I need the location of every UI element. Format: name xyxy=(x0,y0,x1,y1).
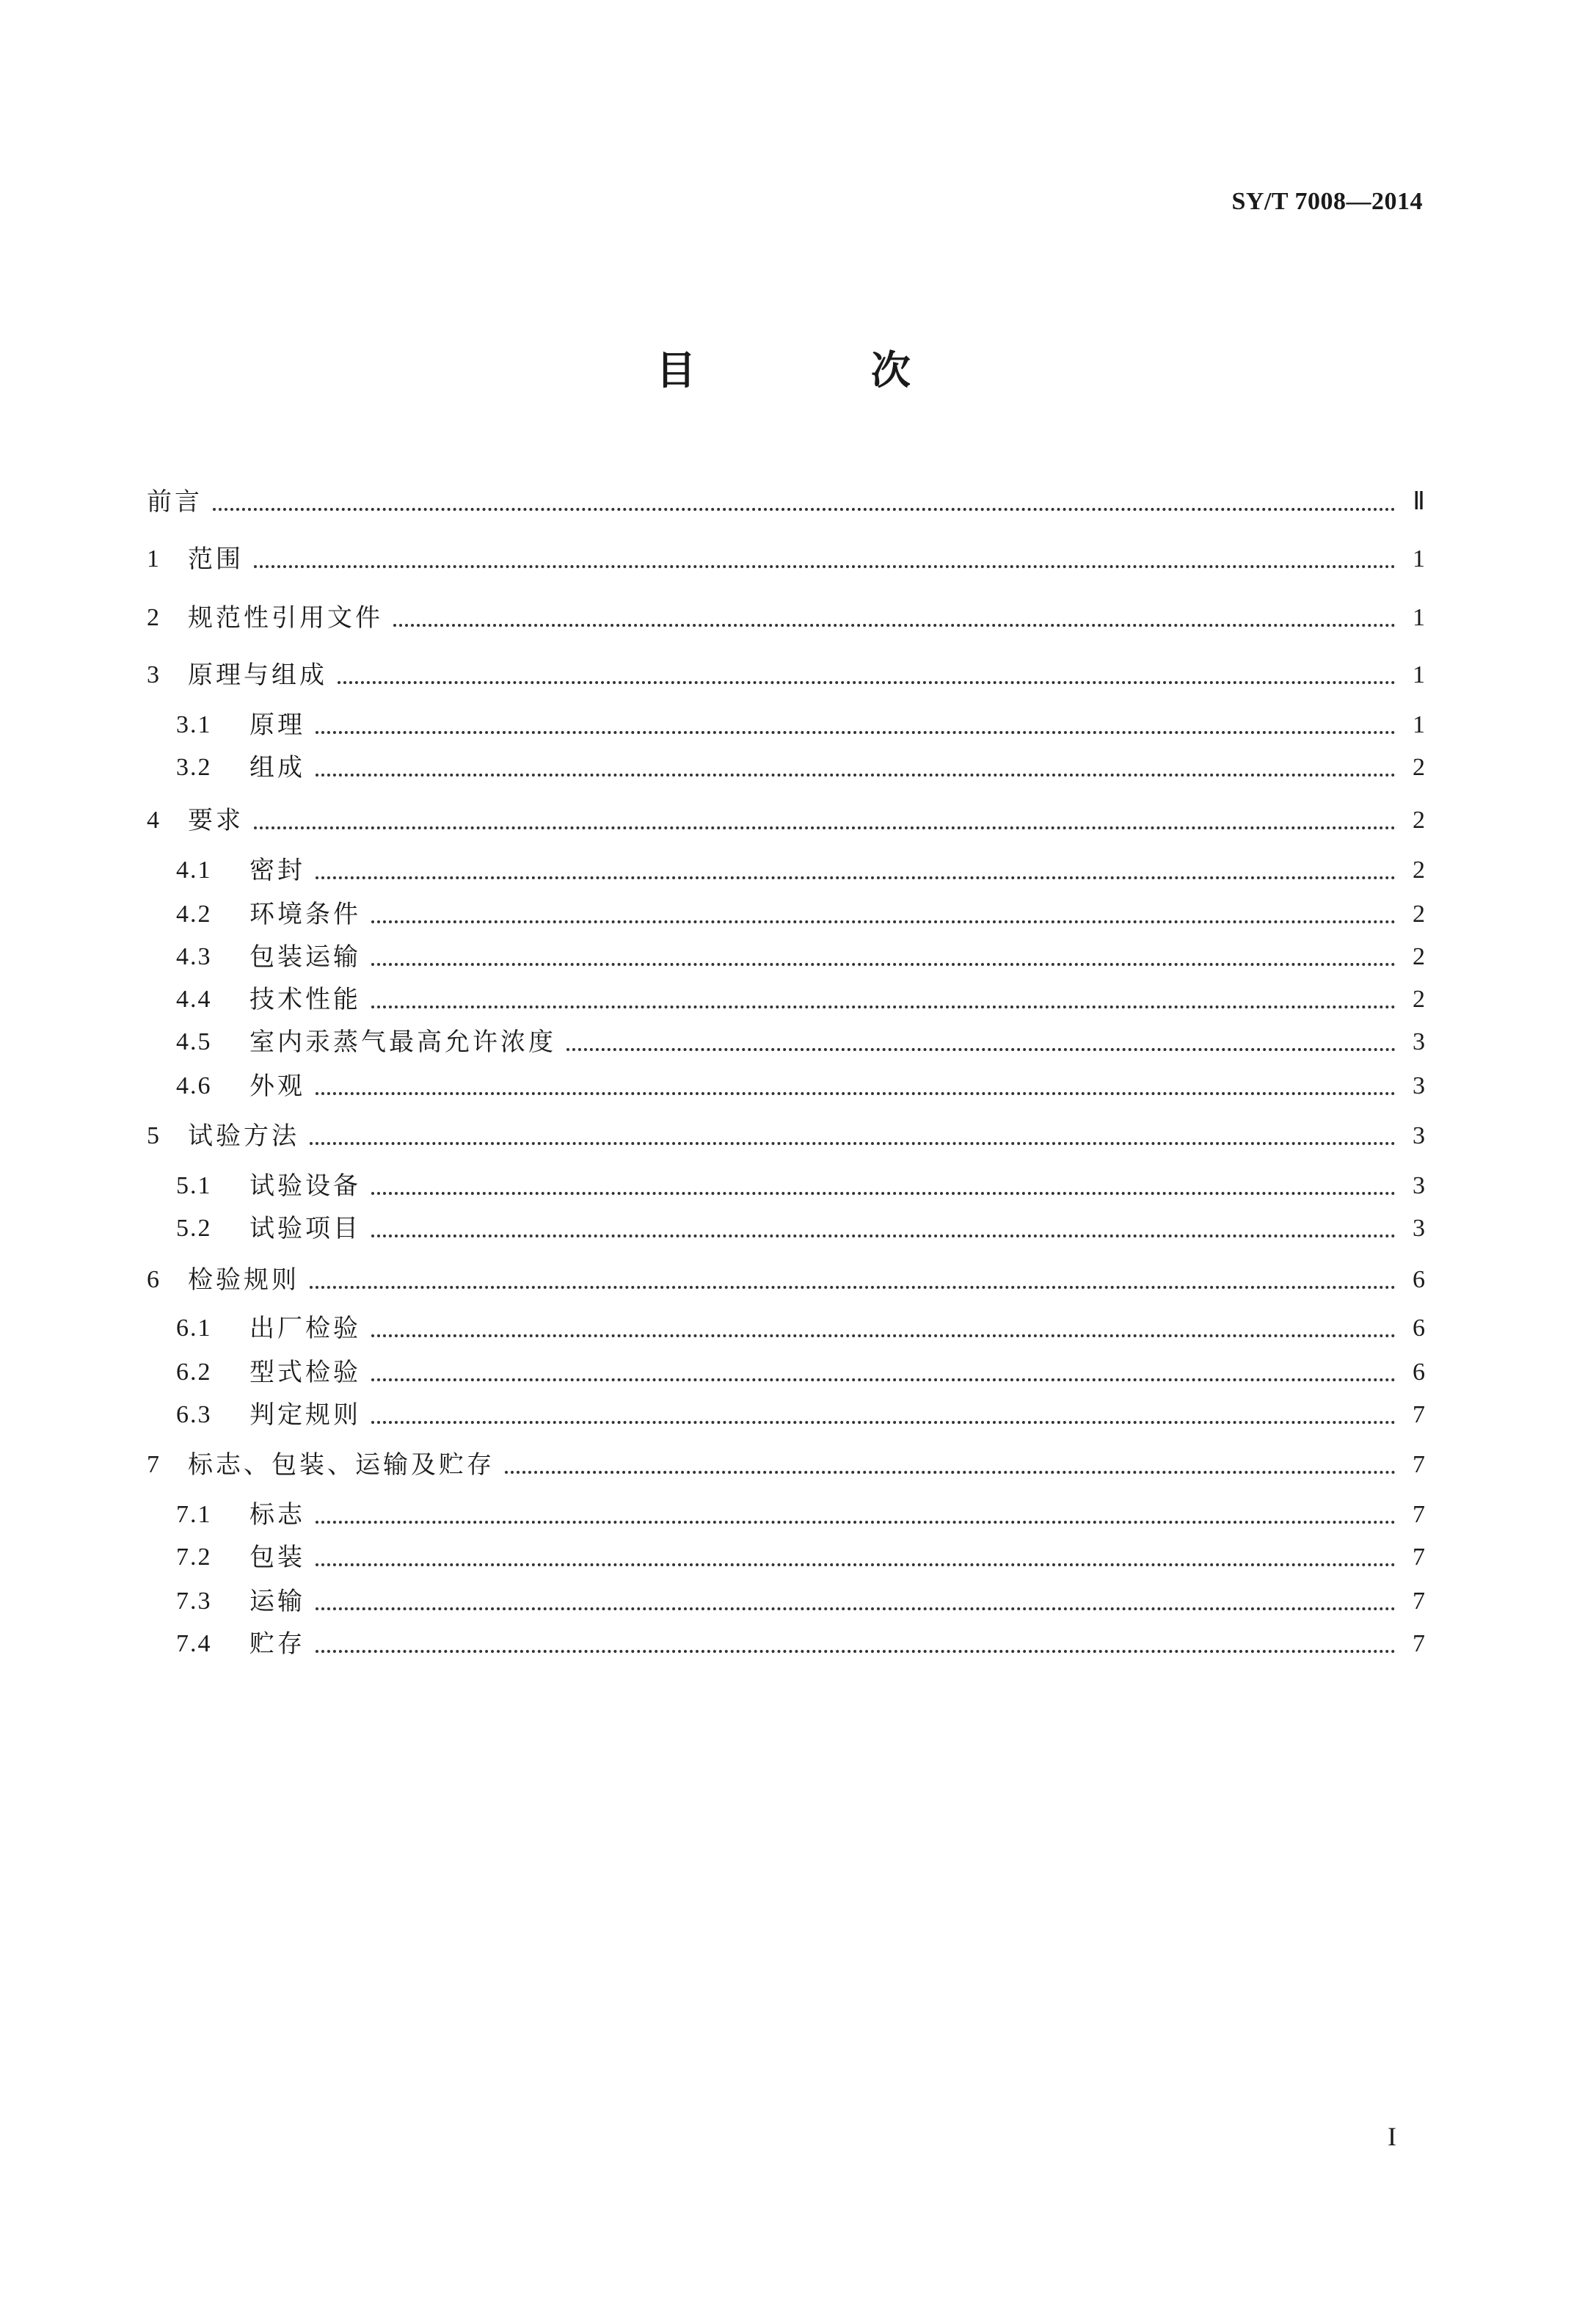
toc-entry-title: 密封 xyxy=(249,856,305,885)
toc-entry-title: 包装运输 xyxy=(249,942,361,972)
toc-entry-page: 7 xyxy=(1413,1401,1425,1428)
toc-entry-title: 出厂检验 xyxy=(249,1314,361,1343)
toc-entry-title: 检验规则 xyxy=(188,1265,299,1295)
toc-entry[interactable] xyxy=(147,600,1425,636)
toc-entry-number: 6.3 xyxy=(176,1401,212,1428)
toc-entry[interactable] xyxy=(147,1311,1425,1346)
toc-entry-page: 1 xyxy=(1413,545,1425,572)
toc-entry[interactable] xyxy=(147,1497,1425,1532)
toc-entry-number: 2 xyxy=(147,604,161,631)
dot-leader xyxy=(316,1607,1396,1610)
toc-entry-number: 7.1 xyxy=(176,1501,212,1528)
toc-entry-page: 2 xyxy=(1413,754,1425,781)
toc-entry-number: 4.1 xyxy=(176,857,212,884)
dot-leader xyxy=(316,1650,1396,1653)
dot-leader xyxy=(316,731,1396,734)
toc-entry-title: 规范性引用文件 xyxy=(188,603,383,633)
dot-leader xyxy=(371,1421,1396,1424)
toc-entry-title: 判定规则 xyxy=(249,1400,361,1430)
dot-leader xyxy=(316,774,1396,777)
toc-entry-page: 3 xyxy=(1413,1172,1425,1199)
toc-entry-number: 5 xyxy=(147,1122,161,1149)
toc-entry-page: 7 xyxy=(1413,1451,1425,1478)
dot-leader xyxy=(316,1563,1396,1566)
toc-entry-title: 原理 xyxy=(249,710,305,740)
dot-leader xyxy=(316,1521,1396,1524)
dot-leader xyxy=(371,1334,1396,1337)
dot-leader xyxy=(566,1048,1396,1051)
dot-leader xyxy=(371,1235,1396,1237)
toc-entry-title: 原理与组成 xyxy=(188,661,327,690)
toc-entry-page: 3 xyxy=(1413,1028,1425,1055)
toc-entry-number: 6.2 xyxy=(176,1359,212,1386)
dot-leader xyxy=(393,624,1396,627)
dot-leader xyxy=(371,1378,1396,1381)
dot-leader xyxy=(316,1092,1396,1095)
toc-entry-number: 4.4 xyxy=(176,986,212,1013)
dot-leader xyxy=(254,565,1396,568)
dot-leader xyxy=(371,920,1396,923)
dot-leader xyxy=(371,1006,1396,1008)
toc-entry[interactable] xyxy=(147,1069,1425,1104)
toc-entry[interactable] xyxy=(147,1540,1425,1575)
toc-entry-title: 试验项目 xyxy=(249,1214,361,1243)
toc-entry[interactable] xyxy=(147,1584,1425,1619)
toc-entry-page: 6 xyxy=(1413,1266,1425,1293)
toc-entry-page: 3 xyxy=(1413,1215,1425,1242)
toc-heading: 目 次 xyxy=(656,347,991,393)
toc-entry[interactable] xyxy=(147,1211,1425,1246)
toc-entry-page: 1 xyxy=(1413,604,1425,631)
toc-entry[interactable] xyxy=(147,1626,1425,1662)
toc-entry[interactable] xyxy=(147,708,1425,743)
toc-entry-number: 4.6 xyxy=(176,1072,212,1099)
dot-leader xyxy=(371,963,1396,966)
toc-entry-page: 7 xyxy=(1413,1630,1425,1657)
toc-entry[interactable] xyxy=(147,750,1425,785)
toc-entry-page: 7 xyxy=(1413,1588,1425,1615)
toc-entry-page: 7 xyxy=(1413,1501,1425,1528)
toc-entry-number: 7 xyxy=(147,1451,161,1478)
toc-entry-title: 标志、包装、运输及贮存 xyxy=(188,1450,495,1480)
toc-entry-number: 4.2 xyxy=(176,901,212,928)
toc-entry-number: 3.1 xyxy=(176,711,212,738)
toc-entry[interactable] xyxy=(147,1262,1425,1298)
toc-entry-number: 7.2 xyxy=(176,1543,212,1571)
dot-leader xyxy=(505,1471,1396,1474)
toc-entry-title: 运输 xyxy=(249,1587,305,1616)
dot-leader xyxy=(371,1192,1396,1195)
toc-entry-page: 2 xyxy=(1413,986,1425,1013)
toc-entry-number: 3 xyxy=(147,661,161,688)
page-number: I xyxy=(1388,2122,1396,2151)
toc-entry[interactable] xyxy=(147,897,1425,932)
toc-entry-title: 型式检验 xyxy=(249,1358,361,1387)
dot-leader xyxy=(254,826,1396,829)
toc-entry-title: 试验方法 xyxy=(188,1121,299,1151)
dot-leader xyxy=(310,1286,1396,1289)
toc-entry-page: 2 xyxy=(1413,857,1425,884)
toc-entry-number: 4.3 xyxy=(176,943,212,970)
toc-entry-title: 前言 xyxy=(147,487,203,517)
toc-entry-title: 环境条件 xyxy=(249,900,361,929)
toc-entry-page: 3 xyxy=(1413,1122,1425,1149)
toc-entry[interactable] xyxy=(147,1397,1425,1433)
toc-entry-number: 7.3 xyxy=(176,1588,212,1615)
toc-entry-title: 包装 xyxy=(249,1543,305,1572)
toc-entry-title: 组成 xyxy=(249,753,305,782)
toc-entry[interactable] xyxy=(147,1447,1425,1483)
toc-entry-page: 2 xyxy=(1413,901,1425,928)
toc-entry[interactable] xyxy=(147,1119,1425,1154)
toc-entry-title: 室内汞蒸气最高允许浓度 xyxy=(249,1028,556,1057)
toc-entry[interactable] xyxy=(147,982,1425,1017)
toc-entry-number: 6 xyxy=(147,1266,161,1293)
toc-entry-title: 标志 xyxy=(249,1500,305,1530)
toc-entry-number: 4 xyxy=(147,807,161,834)
dot-leader xyxy=(310,1142,1396,1145)
toc-entry[interactable] xyxy=(147,1025,1425,1060)
toc-entry-title: 外观 xyxy=(249,1072,305,1101)
toc-entry-number: 5.2 xyxy=(176,1215,212,1242)
toc-entry-title: 要求 xyxy=(188,806,244,835)
toc-entry-page: 2 xyxy=(1413,943,1425,970)
toc-entry-page: Ⅱ xyxy=(1413,488,1425,515)
document-code: SY/T 7008—2014 xyxy=(1231,188,1423,215)
toc-entry-number: 6.1 xyxy=(176,1315,212,1342)
toc-entry-title: 范围 xyxy=(188,545,244,574)
toc-entry-number: 7.4 xyxy=(176,1630,212,1657)
toc-entry-page: 6 xyxy=(1413,1315,1425,1342)
toc-entry[interactable] xyxy=(147,1355,1425,1390)
toc-entry-number: 5.1 xyxy=(176,1172,212,1199)
toc-entry[interactable] xyxy=(147,1168,1425,1204)
dot-leader xyxy=(316,876,1396,879)
toc-entry-title: 试验设备 xyxy=(249,1171,361,1201)
toc-entry-title: 贮存 xyxy=(249,1629,305,1659)
toc-entry[interactable] xyxy=(147,939,1425,975)
toc-entry[interactable] xyxy=(147,853,1425,888)
toc-entry-page: 6 xyxy=(1413,1359,1425,1386)
toc-entry-number: 1 xyxy=(147,545,161,572)
toc-entry-page: 2 xyxy=(1413,807,1425,834)
dot-leader xyxy=(213,508,1396,511)
toc-entry-page: 3 xyxy=(1413,1072,1425,1099)
toc-entry[interactable] xyxy=(147,484,1425,520)
table-of-contents xyxy=(147,0,1425,2309)
dot-leader xyxy=(338,681,1396,684)
toc-entry[interactable] xyxy=(147,803,1425,838)
toc-entry-page: 1 xyxy=(1413,661,1425,688)
toc-entry-number: 4.5 xyxy=(176,1028,212,1055)
toc-entry-page: 1 xyxy=(1413,711,1425,738)
toc-entry[interactable] xyxy=(147,542,1425,577)
toc-entry[interactable] xyxy=(147,658,1425,693)
toc-entry-title: 技术性能 xyxy=(249,985,361,1014)
toc-entry-number: 3.2 xyxy=(176,754,212,781)
toc-entry-page: 7 xyxy=(1413,1543,1425,1571)
